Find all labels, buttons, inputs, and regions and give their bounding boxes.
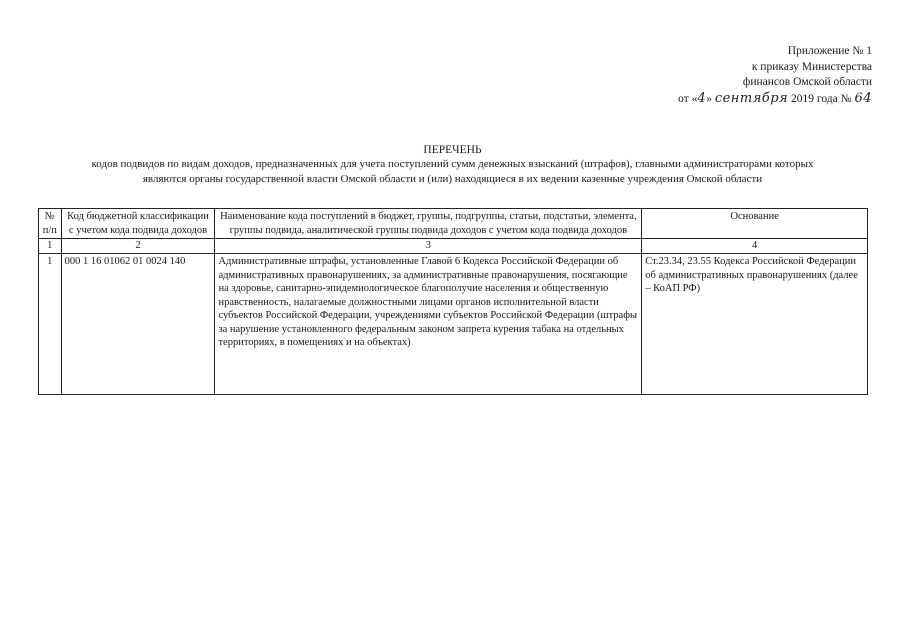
appendix-date-line xyxy=(572,91,872,108)
handwritten-day: 4 xyxy=(697,90,707,106)
date-mid: » xyxy=(706,92,715,105)
appendix-block xyxy=(572,44,872,107)
handwritten-month: сентября xyxy=(714,90,789,106)
column-number: 2 xyxy=(61,239,215,254)
column-number: 4 xyxy=(642,239,868,254)
header-basis: Основание xyxy=(642,209,868,239)
document-title: ПЕРЕЧЕНЬ xyxy=(423,144,482,156)
column-number: 1 xyxy=(39,239,62,254)
year-text: 2019 года № xyxy=(788,92,855,105)
document-subtitle xyxy=(18,157,887,187)
header-name: Наименование кода поступлений в бюджет, группы, подгруппы, статьи, подстатьи, элемента, группы подвида, аналитической группы подвида доходов с учетом кода подвида доходов xyxy=(215,209,642,239)
table-header-row xyxy=(39,209,868,239)
appendix-line-2: к приказу Министерства xyxy=(751,60,872,73)
subtitle-line-2: являются органы государственной власти Омской области и (или) находящиеся в их ведении казенные учреждения Омской области xyxy=(142,173,763,185)
row-basis: Ст.23.34, 23.55 Кодекса Российской Федерации об административных правонарушениях (далее – КоАП РФ) xyxy=(642,254,868,395)
date-prefix: от « xyxy=(678,92,698,105)
header-num: № п/п xyxy=(39,209,62,239)
table-row xyxy=(39,254,868,395)
column-number-row xyxy=(39,239,868,254)
row-name: Административные штрафы, установленные Главой 6 Кодекса Российской Федерации об административных правонарушениях, за административные правонарушения, посягающие на здоровье, санитарно-эпидемиологическое благополучие населения и общественную нравственность, налагаемые должностными лицами органов исполнительной власти субъектов Российской Федерации, учреждениями субъектов Российской Федерации (штрафы за нарушение установленного федеральным законом запрета курения табака на отдельных территориях, в помещениях и на объектах) xyxy=(215,254,642,395)
row-num: 1 xyxy=(39,254,62,395)
column-number: 3 xyxy=(215,239,642,254)
handwritten-number: 64 xyxy=(854,90,872,106)
appendix-line-3: финансов Омской области xyxy=(742,76,872,88)
income-codes-table xyxy=(38,208,868,395)
header-code: Код бюджетной классификации с учетом кода подвида доходов xyxy=(61,209,215,239)
row-code: 000 1 16 01062 01 0024 140 xyxy=(61,254,215,395)
subtitle-line-1: кодов подвидов по видам доходов, предназначенных для учета поступлений сумм денежных взысканий (штрафов), главными администраторами которых xyxy=(91,158,814,170)
appendix-line-1: Приложение № 1 xyxy=(787,45,872,57)
